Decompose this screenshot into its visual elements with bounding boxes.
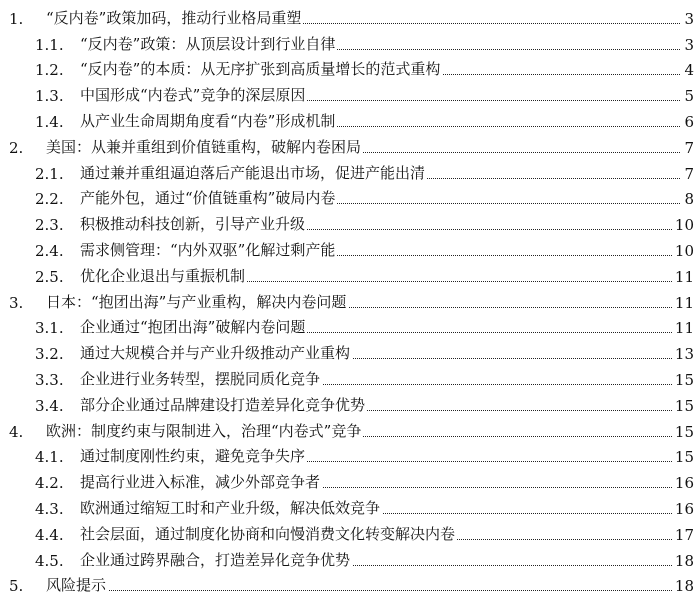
toc-entry-title[interactable]: 需求侧管理：“内外双驱”化解过剩产能 (80, 240, 336, 259)
toc-page-number[interactable]: 15 (674, 422, 694, 441)
toc-entry-number: 2. (9, 138, 24, 157)
toc-subsection-entry[interactable] (0, 546, 700, 572)
toc-entry-title[interactable]: 优化企业退出与重振机制 (80, 266, 246, 285)
toc-subsection-entry[interactable] (0, 107, 700, 133)
toc-entry-number: 3.3. (35, 370, 64, 389)
toc-entry-number: 4.5. (35, 551, 64, 570)
toc-entry-number: 3.1. (35, 319, 64, 338)
table-of-contents (0, 4, 700, 597)
toc-page-number[interactable]: 18 (674, 577, 694, 596)
toc-entry-title[interactable]: 企业进行业务转型，摆脱同质化竞争 (80, 369, 321, 388)
toc-entry-title[interactable]: 通过兼并重组逼迫落后产能退出市场，促进产能出清 (80, 163, 426, 182)
toc-subsection-entry[interactable] (0, 468, 700, 494)
toc-page-number[interactable]: 8 (684, 190, 694, 209)
toc-subsection-entry[interactable] (0, 56, 700, 82)
toc-entry-number: 2.3. (35, 216, 64, 235)
toc-entry-title[interactable]: 产能外包，通过“价值链重构”破局内卷 (80, 189, 336, 208)
toc-subsection-entry[interactable] (0, 314, 700, 340)
toc-subsection-entry[interactable] (0, 365, 700, 391)
toc-subsection-entry[interactable] (0, 159, 700, 185)
toc-subsection-entry[interactable] (0, 443, 700, 469)
toc-page-number[interactable]: 4 (684, 61, 694, 80)
toc-entry-number: 4. (9, 422, 24, 441)
toc-subsection-entry[interactable] (0, 236, 700, 262)
toc-subsection-entry[interactable] (0, 262, 700, 288)
toc-entry-title[interactable]: 积极推动科技创新，引导产业升级 (80, 215, 306, 234)
toc-subsection-entry[interactable] (0, 391, 700, 417)
toc-section-entry[interactable] (0, 133, 700, 159)
toc-entry-title[interactable]: 从产业生命周期角度看“内卷”形成机制 (80, 111, 336, 130)
toc-page-number[interactable]: 16 (674, 474, 694, 493)
toc-entry-title[interactable]: 欧洲通过缩短工时和产业升级，解决低效竞争 (80, 498, 381, 517)
toc-subsection-entry[interactable] (0, 30, 700, 56)
toc-page-number[interactable]: 18 (674, 551, 694, 570)
toc-entry-title[interactable]: 通过制度刚性约束，避免竞争失序 (80, 447, 306, 466)
toc-page-number[interactable]: 11 (674, 293, 694, 312)
toc-entry-number: 3. (9, 293, 24, 312)
toc-entry-title[interactable]: 欧洲：制度约束与限制进入，治理“内卷式”竞争 (46, 421, 362, 440)
toc-entry-title[interactable]: 通过大规模合并与产业升级推动产业重构 (80, 344, 351, 363)
toc-subsection-entry[interactable] (0, 494, 700, 520)
toc-entry-title[interactable]: 部分企业通过品牌建设打造差异化竞争优势 (80, 395, 366, 414)
toc-entry-title[interactable]: 提高行业进入标准，减少外部竞争者 (80, 473, 321, 492)
toc-entry-number: 4.2. (35, 474, 64, 493)
toc-section-entry[interactable] (0, 417, 700, 443)
toc-entry-title[interactable]: “反内卷”的本质：从无序扩张到高质量增长的范式重构 (80, 60, 441, 79)
toc-entry-number: 4.3. (35, 499, 64, 518)
toc-entry-title[interactable]: 企业通过“抱团出海”破解内卷问题 (80, 318, 306, 337)
toc-entry-number: 2.4. (35, 241, 64, 260)
toc-page-number[interactable]: 7 (684, 164, 694, 183)
toc-page-number[interactable]: 5 (684, 87, 694, 106)
toc-subsection-entry[interactable] (0, 185, 700, 211)
toc-entry-number: 3.2. (35, 345, 64, 364)
toc-page-number[interactable]: 13 (674, 345, 694, 364)
toc-entry-number: 1.1. (35, 35, 64, 54)
toc-page-number[interactable]: 16 (674, 499, 694, 518)
toc-page-number[interactable]: 11 (674, 319, 694, 338)
toc-subsection-entry[interactable] (0, 210, 700, 236)
toc-entry-title[interactable]: 企业通过跨界融合，打造差异化竞争优势 (80, 550, 351, 569)
toc-page-number[interactable]: 3 (684, 35, 694, 54)
toc-page-number[interactable]: 15 (674, 370, 694, 389)
toc-subsection-entry[interactable] (0, 339, 700, 365)
toc-page-number[interactable]: 10 (674, 216, 694, 235)
toc-page-number[interactable]: 15 (674, 396, 694, 415)
toc-entry-title[interactable]: 中国形成“内卷式”竞争的深层原因 (80, 86, 306, 105)
toc-subsection-entry[interactable] (0, 81, 700, 107)
toc-entry-title[interactable]: 社会层面，通过制度化协商和向慢消费文化转变解决内卷 (80, 524, 456, 543)
toc-entry-number: 2.1. (35, 164, 64, 183)
toc-section-entry[interactable] (0, 4, 700, 30)
toc-entry-number: 4.1. (35, 448, 64, 467)
toc-entry-title[interactable]: “反内卷”政策：从顶层设计到行业自律 (80, 34, 336, 53)
toc-entry-number: 3.4. (35, 396, 64, 415)
toc-entry-title[interactable]: 风险提示 (46, 576, 107, 595)
toc-dot-leader (46, 590, 680, 591)
toc-entry-number: 1. (9, 9, 24, 28)
toc-section-entry[interactable] (0, 572, 700, 598)
toc-entry-number: 4.4. (35, 525, 64, 544)
toc-page-number[interactable]: 6 (684, 112, 694, 131)
toc-entry-title[interactable]: “反内卷”政策加码，推动行业格局重塑 (46, 8, 302, 27)
toc-page-number[interactable]: 11 (674, 267, 694, 286)
toc-entry-number: 1.2. (35, 61, 64, 80)
toc-entry-title[interactable]: 美国：从兼并重组到价值链重构，破解内卷困局 (46, 137, 362, 156)
toc-entry-number: 2.2. (35, 190, 64, 209)
toc-entry-number: 1.3. (35, 87, 64, 106)
toc-entry-title[interactable]: 日本：“抱团出海”与产业重构，解决内卷问题 (46, 292, 347, 311)
toc-page-number[interactable]: 15 (674, 448, 694, 467)
toc-page-number[interactable]: 3 (684, 9, 694, 28)
toc-section-entry[interactable] (0, 288, 700, 314)
toc-page-number[interactable]: 17 (674, 525, 694, 544)
toc-entry-number: 1.4. (35, 112, 64, 131)
toc-page-number[interactable]: 7 (684, 138, 694, 157)
toc-page-number[interactable]: 10 (674, 241, 694, 260)
toc-subsection-entry[interactable] (0, 520, 700, 546)
toc-entry-number: 2.5. (35, 267, 64, 286)
toc-entry-number: 5. (9, 577, 24, 596)
